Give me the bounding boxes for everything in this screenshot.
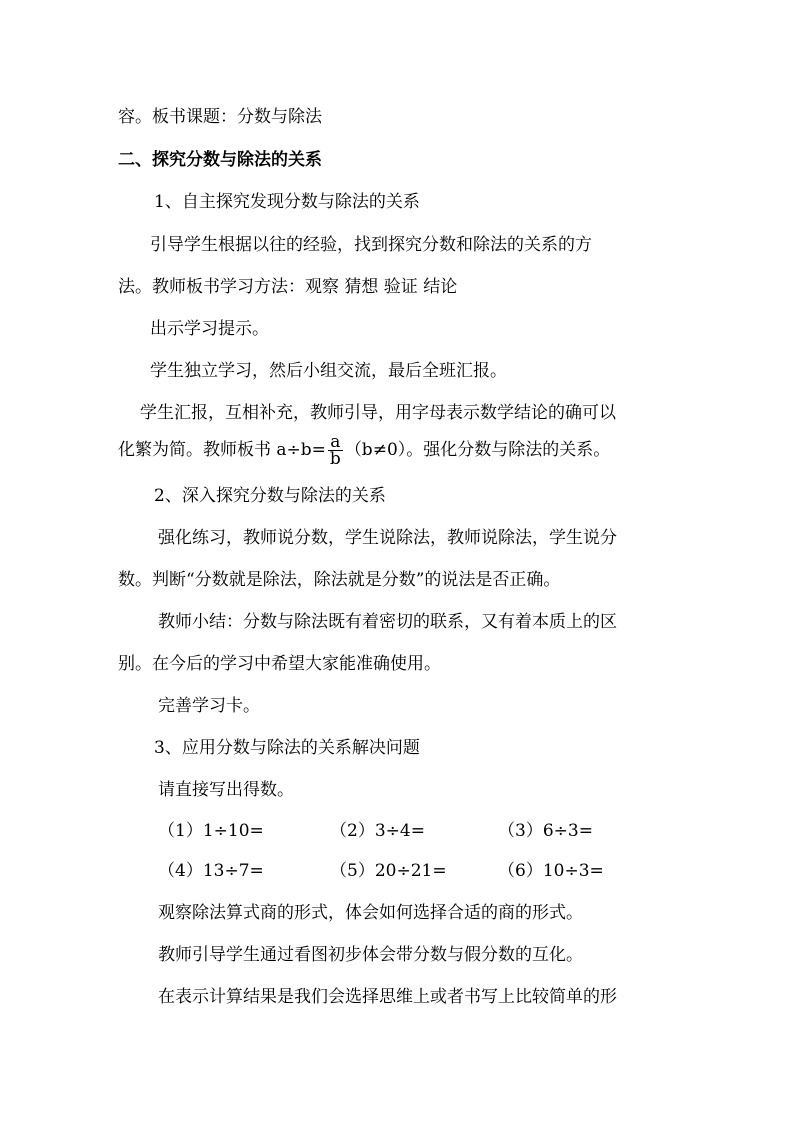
paragraph-line: 容。板书课题：分数与除法 [118, 107, 322, 127]
exercise-item: （2）3÷4= [330, 821, 425, 841]
paragraph-line-with-fraction [118, 432, 610, 468]
exercise-item: （5）20÷21= [330, 861, 447, 881]
paragraph-line: 观察除法算式商的形式，体会如何选择合适的商的形式。 [158, 903, 583, 923]
paragraph-line: 数。判断“分数就是除法，除法就是分数”的说法是否正确。 [118, 570, 561, 590]
paragraph-line: 别。在今后的学习中希望大家能准确使用。 [118, 654, 441, 674]
fraction-a-over-b [328, 434, 343, 467]
paragraph-line: 法。教师板书学习方法：观察 猜想 验证 结论 [118, 277, 458, 297]
paragraph-line: 引导学生根据以往的经验，找到探究分数和除法的关系的方 [150, 235, 592, 255]
section-heading: 二、探究分数与除法的关系 [118, 150, 322, 170]
paragraph-line: 学生汇报，互相补充，教师引导，用字母表示数学结论的确可以 [140, 403, 616, 423]
subsection-heading: 2、深入探究分数与除法的关系 [154, 486, 386, 506]
subsection-heading: 1、自主探究发现分数与除法的关系 [154, 192, 420, 212]
paragraph-line: 请直接写出得数。 [158, 780, 294, 800]
paragraph-line: 教师引导学生通过看图初步体会带分数与假分数的互化。 [158, 945, 583, 965]
subsection-heading: 3、应用分数与除法的关系解决问题 [154, 738, 420, 758]
exercise-item: （6）10÷3= [498, 861, 604, 881]
formula-suffix: （b≠0）。强化分数与除法的关系。 [344, 440, 611, 460]
paragraph-line: 教师小结：分数与除法既有着密切的联系，又有着本质上的区 [158, 612, 617, 632]
formula-prefix: 化繁为简。教师板书 a÷b= [118, 440, 326, 460]
paragraph-line: 学生独立学习，然后小组交流，最后全班汇报。 [150, 361, 507, 381]
paragraph-line: 完善学习卡。 [158, 696, 260, 716]
paragraph-line: 出示学习提示。 [150, 319, 269, 339]
paragraph-line: 强化练习，教师说分数，学生说除法，教师说除法，学生说分 [158, 528, 617, 548]
exercise-item: （1）1÷10= [158, 821, 264, 841]
fraction-numerator: a [328, 434, 343, 451]
paragraph-line: 在表示计算结果是我们会选择思维上或者书写上比较简单的形 [158, 987, 617, 1007]
exercise-item: （3）6÷3= [498, 821, 593, 841]
exercise-item: （4）13÷7= [158, 861, 264, 881]
fraction-denominator: b [329, 449, 341, 469]
